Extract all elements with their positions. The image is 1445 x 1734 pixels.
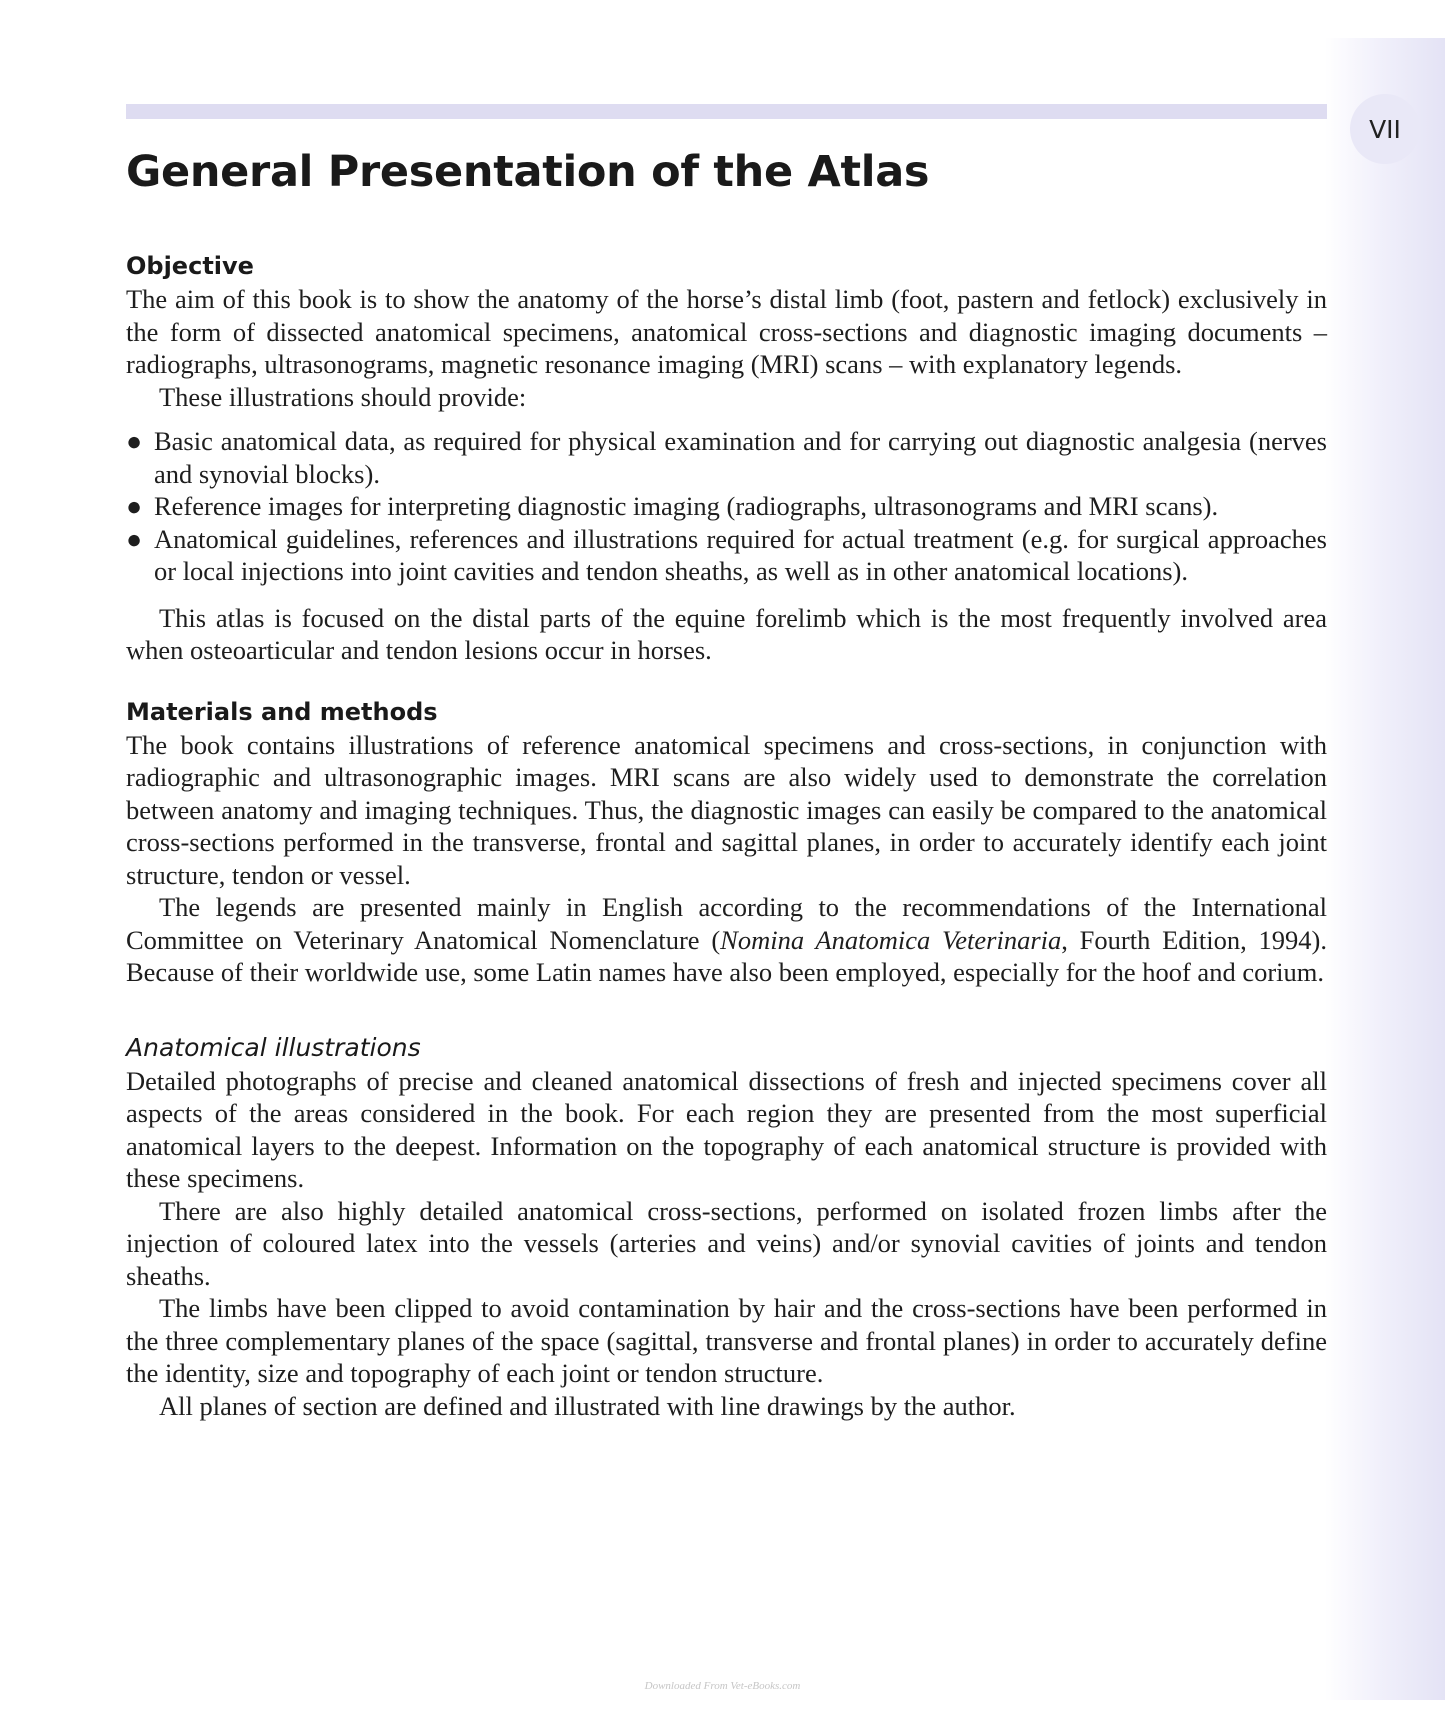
anatomical-heading: Anatomical illustrations: [126, 1032, 421, 1062]
bullet-icon: ●: [126, 523, 143, 554]
anatomical-section: [126, 1031, 1327, 1423]
bullet-icon: ●: [126, 426, 143, 456]
anatomical-paragraph: The limbs have been clipped to avoid contamination by hair and the cross-sections have been performed in the three complementary planes of the space (sagittal, transverse and frontal planes) in order to accurately define the identity, size and topography of each joint or tendon structure.: [126, 1293, 1327, 1388]
header-rule: [126, 104, 1327, 119]
page-edge-shade: [1325, 38, 1445, 1700]
objective-section: [126, 249, 1327, 667]
page-number: VII: [1350, 94, 1420, 164]
objective-paragraph: This atlas is focused on the distal parts of the equine forelimb which is the most frequently involved area when osteoarticular and tendon lesions occur in horses.: [126, 602, 1327, 665]
list-item-text: Basic anatomical data, as required for physical examination and for carrying out diagnostic analgesia (nerves and synovial blocks).: [154, 426, 1327, 489]
objective-bullet-list: [126, 425, 1327, 588]
materials-text: The legends are presented mainly in English according to the recommendations of the International Committee on Veterinary Anatomical Nomenclature (: [126, 892, 1327, 955]
list-item: [126, 490, 1327, 523]
objective-paragraph: These illustrations should provide:: [159, 381, 527, 412]
download-watermark: Downloaded From Vet-eBooks.com: [644, 1680, 801, 1692]
anatomical-paragraph: All planes of section are defined and illustrated with line drawings by the author.: [159, 1390, 1016, 1421]
objective-heading: Objective: [126, 252, 254, 280]
page-title: General Presentation of the Atlas: [126, 147, 930, 197]
nomina-citation: Nomina Anatomica Veterinaria: [720, 924, 1062, 955]
list-item: [126, 425, 1327, 490]
list-item: [126, 523, 1327, 588]
page-content: [126, 142, 1327, 1422]
materials-paragraph: The book contains illustrations of reference anatomical specimens and cross-sections, in conjunction with radiographic and ultrasonographic images. MRI scans are also widely used to demonstrate the correlation between anatomy and imaging techniques. Thus, the diagnostic images can easily be compared to the anatomical cross-sections performed in the transverse, frontal and sagittal planes, in order to accurately identify each joint structure, tendon or vessel.: [126, 729, 1327, 890]
list-item-text: Reference images for interpreting diagnostic imaging (radiographs, ultrasonograms and MRI scans).: [154, 491, 1219, 521]
materials-paragraph: [126, 891, 1327, 989]
bullet-icon: ●: [126, 491, 143, 521]
anatomical-paragraph: Detailed photographs of precise and cleaned anatomical dissections of fresh and injected specimens cover all aspects of the areas considered in the book. For each region they are presented from the most superficial anatomical layers to the deepest. Information on the topography of each anatomical structure is provided with these specimens.: [126, 1065, 1327, 1193]
materials-heading: Materials and methods: [126, 697, 438, 726]
anatomical-paragraph: There are also highly detailed anatomical cross-sections, performed on isolated frozen limbs after the injection of coloured latex into the vessels (arteries and veins) and/or synovial cavities of joints and tendon sheaths.: [126, 1195, 1327, 1291]
materials-text: , Fourth Edition, 1994). Because of their worldwide use, some Latin names have also been employed, especially for the hoof and corium.: [126, 924, 1328, 987]
list-item-text: Anatomical guidelines, references and illustrations required for actual treatment (e.g. for surgical approaches or local injections into joint cavities and tendon sheaths, as well as in other anatomical locations).: [154, 523, 1327, 586]
objective-paragraph: The aim of this book is to show the anatomy of the horse’s distal limb (foot, pastern and fetlock) exclusively in the form of dissected anatomical specimens, anatomical cross-sections and diagnostic imaging documents – radiographs, ultrasonograms, magnetic resonance imaging (MRI) scans – with explanatory legends.: [126, 284, 1327, 379]
materials-section: [126, 695, 1327, 989]
